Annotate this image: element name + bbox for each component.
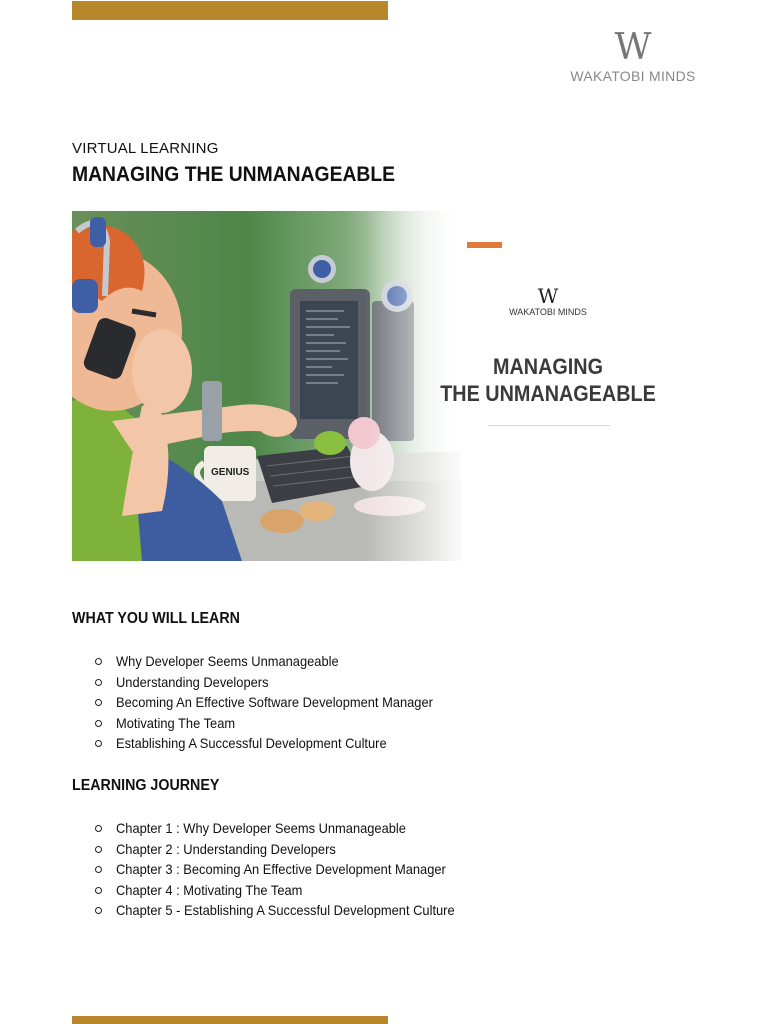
logo-w-icon: W [614,27,646,68]
page-title: MANAGING THE UNMANAGEABLE [72,163,396,186]
page-kicker: VIRTUAL LEARNING [72,140,219,157]
learn-heading: WHAT YOU WILL LEARN [72,610,240,627]
list-item: Chapter 1 : Why Developer Seems Unmanageable [92,818,484,839]
brand-name: WAKATOBI MINDS [570,68,696,84]
hero-title-line-2: THE UNMANAGEABLE [440,381,656,406]
top-accent-bar [72,1,388,20]
list-item: Understanding Developers [92,672,460,693]
developer-figurine-illustration [72,211,462,561]
journey-list [92,818,484,921]
hollow-circle-bullet-icon [95,740,102,747]
list-item: Becoming An Effective Software Development Manager [92,692,460,713]
hero-accent-bar [467,242,502,248]
hero-brand-logo [495,286,601,317]
hero-divider [488,425,610,426]
hero-brand-name: WAKATOBI MINDS [509,307,587,317]
bottom-accent-bar [72,1016,388,1024]
hollow-circle-bullet-icon [95,825,102,832]
hollow-circle-bullet-icon [95,887,102,894]
list-item: Motivating The Team [92,713,460,734]
hero-logo-w-icon: W [537,284,555,308]
hollow-circle-bullet-icon [95,907,102,914]
list-item: Why Developer Seems Unmanageable [92,651,460,672]
journey-heading: LEARNING JOURNEY [72,777,220,794]
list-item: Chapter 5 - Establishing A Successful Development Culture [92,900,484,921]
hollow-circle-bullet-icon [95,846,102,853]
learn-list [92,651,460,754]
hollow-circle-bullet-icon [95,658,102,665]
hollow-circle-bullet-icon [95,720,102,727]
hollow-circle-bullet-icon [95,866,102,873]
list-item: Chapter 3 : Becoming An Effective Development Manager [92,859,484,880]
list-item: Chapter 4 : Motivating The Team [92,880,484,901]
hero-title [440,353,656,407]
list-item: Establishing A Successful Development Culture [92,733,460,754]
list-item: Chapter 2 : Understanding Developers [92,839,484,860]
brand-logo [560,27,706,84]
hollow-circle-bullet-icon [95,699,102,706]
hollow-circle-bullet-icon [95,679,102,686]
hero-title-line-1: MANAGING [493,354,603,379]
hero-image [72,211,462,561]
